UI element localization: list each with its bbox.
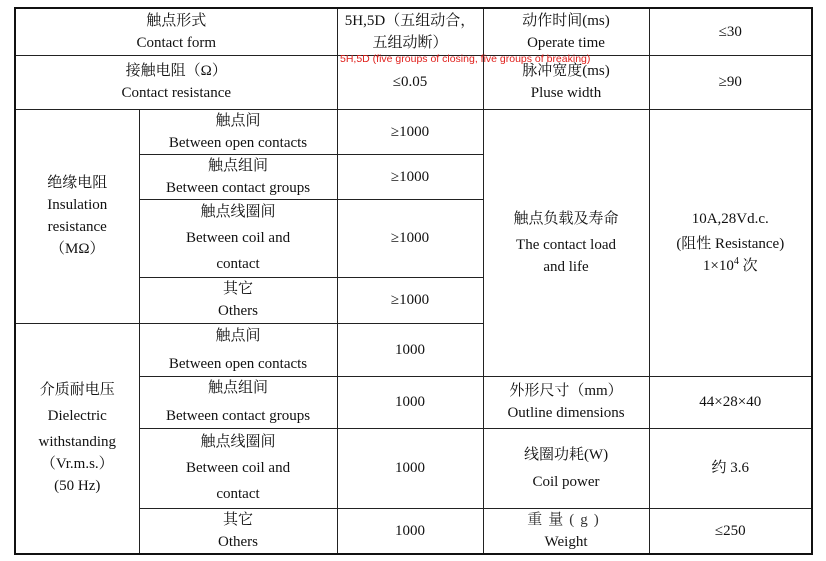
insulation-item-3-zh: 触点线圈间 <box>200 204 276 220</box>
row-contact-form <box>15 8 812 55</box>
contact-load-value <box>649 109 812 376</box>
insulation-item-2-en: Between contact groups <box>165 179 311 196</box>
cutoff-heading <box>0 0 826 6</box>
contact-form-en: Contact form <box>136 34 217 51</box>
coil-power-value: 约 3.6 <box>649 428 812 508</box>
dielectric-freq: (50 Hz) <box>54 478 101 494</box>
dielectric-value-1: 1000 <box>337 323 483 376</box>
dielectric-value-4: 1000 <box>337 508 483 554</box>
outline-value: 44×28×40 <box>649 376 812 428</box>
insulation-label <box>15 109 139 323</box>
weight-label <box>483 508 649 554</box>
contact-load-label <box>483 109 649 376</box>
dielectric-zh: 介质耐电压 <box>39 382 115 398</box>
insulation-item-4-zh: 其它 <box>223 281 254 297</box>
insulation-zh: 绝缘电阻 <box>47 175 108 191</box>
life-exponent: 4 <box>733 256 739 267</box>
contact-load-zh: 触点负载及寿命 <box>513 210 619 227</box>
weight-zh: 重量(g) <box>527 511 605 528</box>
dielectric-item-3 <box>139 428 337 508</box>
outline-zh: 外形尺寸（mm） <box>509 383 623 399</box>
translation-note: 5H,5D (five groups of closing, five groups of breaking) <box>340 53 591 65</box>
operate-time-value: ≤30 <box>649 8 812 55</box>
insulation-item-4-en: Others <box>218 303 258 319</box>
pulse-width-zh: 脉冲宽度(ms) <box>522 63 610 79</box>
dielectric-en-2: withstanding <box>38 434 116 450</box>
insulation-en-1: Insulation <box>47 197 108 213</box>
dielectric-item-1-zh: 触点间 <box>215 327 261 344</box>
dielectric-value-2: 1000 <box>337 376 483 428</box>
insulation-value-4: ≥1000 <box>337 277 483 323</box>
insulation-item-3-en-1: Between coil and <box>185 230 291 246</box>
dielectric-label <box>15 323 139 554</box>
insulation-item-3-en-2: contact <box>216 256 260 272</box>
contact-load-en-2: and life <box>543 258 589 275</box>
dielectric-item-2-en: Between contact groups <box>165 408 311 424</box>
dielectric-item-1-en: Between open contacts <box>168 355 308 372</box>
contact-resistance-value: ≤0.05 <box>337 55 483 109</box>
pulse-width-value: ≥90 <box>649 55 812 109</box>
outline-label <box>483 376 649 428</box>
weight-value: ≤250 <box>649 508 812 554</box>
life-base: 1×10 <box>702 258 734 274</box>
insulation-item-4 <box>139 277 337 323</box>
dielectric-item-1 <box>139 323 337 376</box>
relay-spec-table <box>14 7 813 555</box>
dielectric-item-4-zh: 其它 <box>223 511 254 528</box>
dielectric-item-3-zh: 触点线圈间 <box>200 434 276 450</box>
contact-load-value-1: 10A,28Vd.c. <box>691 211 769 227</box>
dielectric-item-3-en-2: contact <box>216 486 260 502</box>
contact-load-en-1: The contact load <box>516 236 616 253</box>
weight-en: Weight <box>544 533 588 550</box>
coil-power-en: Coil power <box>532 473 600 490</box>
contact-form-zh: 触点形式 <box>146 12 207 29</box>
insulation-item-2 <box>139 154 337 199</box>
dielectric-en-1: Dielectric <box>47 408 107 424</box>
life-unit: 次 <box>738 258 758 274</box>
coil-power-zh: 线圈功耗(W) <box>523 446 609 463</box>
operate-time-zh: 动作时间(ms) <box>522 12 610 29</box>
insulation-value-2: ≥1000 <box>337 154 483 199</box>
operate-time-label <box>483 8 649 55</box>
insulation-item-1-en: Between open contacts <box>168 134 308 151</box>
contact-form-value <box>337 8 483 55</box>
contact-resistance-en: Contact resistance <box>121 85 232 101</box>
insulation-value-1: ≥1000 <box>337 109 483 154</box>
outline-en: Outline dimensions <box>507 405 625 421</box>
insulation-unit: （MΩ） <box>50 241 105 257</box>
contact-load-value-2: (阻性 Resistance) <box>676 236 785 252</box>
dielectric-item-3-en-1: Between coil and <box>185 460 291 476</box>
coil-power-label <box>483 428 649 508</box>
insulation-item-1 <box>139 109 337 154</box>
contact-form-value-1: 5H,5D（五组动合， <box>344 12 476 29</box>
insulation-en-2: resistance <box>47 219 107 235</box>
dielectric-item-2 <box>139 376 337 428</box>
dielectric-item-4 <box>139 508 337 554</box>
row-insulation-1 <box>15 109 812 154</box>
contact-resistance-label <box>15 55 337 109</box>
contact-form-label <box>15 8 337 55</box>
insulation-item-1-zh: 触点间 <box>215 112 261 129</box>
dielectric-item-4-en: Others <box>218 533 258 550</box>
dielectric-item-2-zh: 触点组间 <box>208 380 269 396</box>
insulation-item-2-zh: 触点组间 <box>208 157 269 174</box>
insulation-item-3 <box>139 199 337 277</box>
contact-form-value-2: 五组动断） <box>372 34 448 51</box>
contact-resistance-zh: 接触电阻（Ω） <box>125 63 227 79</box>
dielectric-value-3: 1000 <box>337 428 483 508</box>
dielectric-unit: （Vr.m.s.） <box>40 456 114 472</box>
contact-load-value-3 <box>653 255 809 277</box>
insulation-value-3: ≥1000 <box>337 199 483 277</box>
operate-time-en: Operate time <box>527 34 605 51</box>
pulse-width-en: Pluse width <box>530 85 602 101</box>
